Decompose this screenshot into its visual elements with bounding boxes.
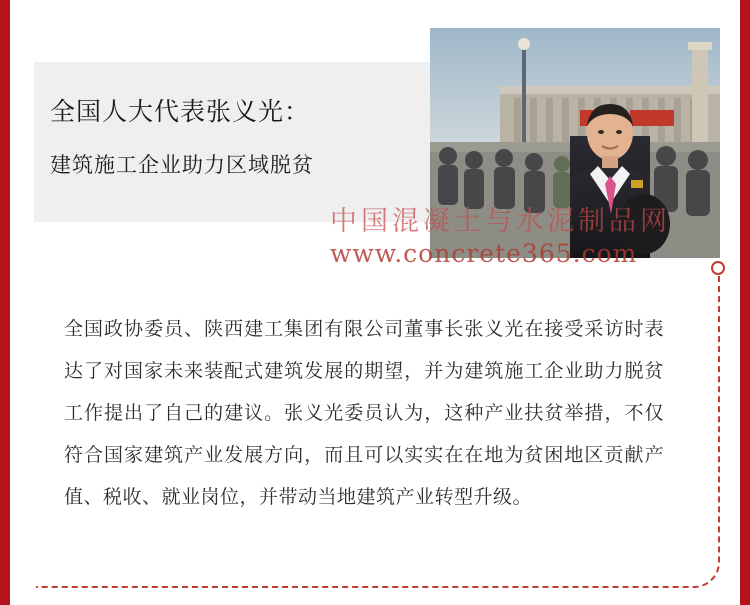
watermark-site-name: 中国混凝土与水泥制品网	[330, 206, 671, 237]
page-subtitle: 建筑施工企业助力区域脱贫	[50, 153, 314, 177]
article-body: 全国政协委员、陕西建工集团有限公司董事长张义光在接受采访时表达了对国家未来装配式建筑发展的期望，并为建筑施工企业助力脱贫工作提出了自己的建议。张义光委员认为，这种产业扶贫举措，不仅符合国家建筑产业发展方向，而且可以实实在在地为贫困地区贡献产值、税收、就业岗位，并带动当地建筑产业转型升级。	[64, 318, 664, 508]
page-title: 全国人大代表张义光：	[50, 97, 311, 126]
photo-illustration	[430, 28, 720, 258]
right-accent-bar	[740, 0, 750, 605]
watermark-url: www.concrete365.com	[330, 239, 638, 268]
article-photo	[430, 28, 720, 258]
frame-corner-dot	[711, 261, 725, 275]
headline-group	[50, 95, 410, 179]
left-accent-bar	[0, 0, 10, 605]
